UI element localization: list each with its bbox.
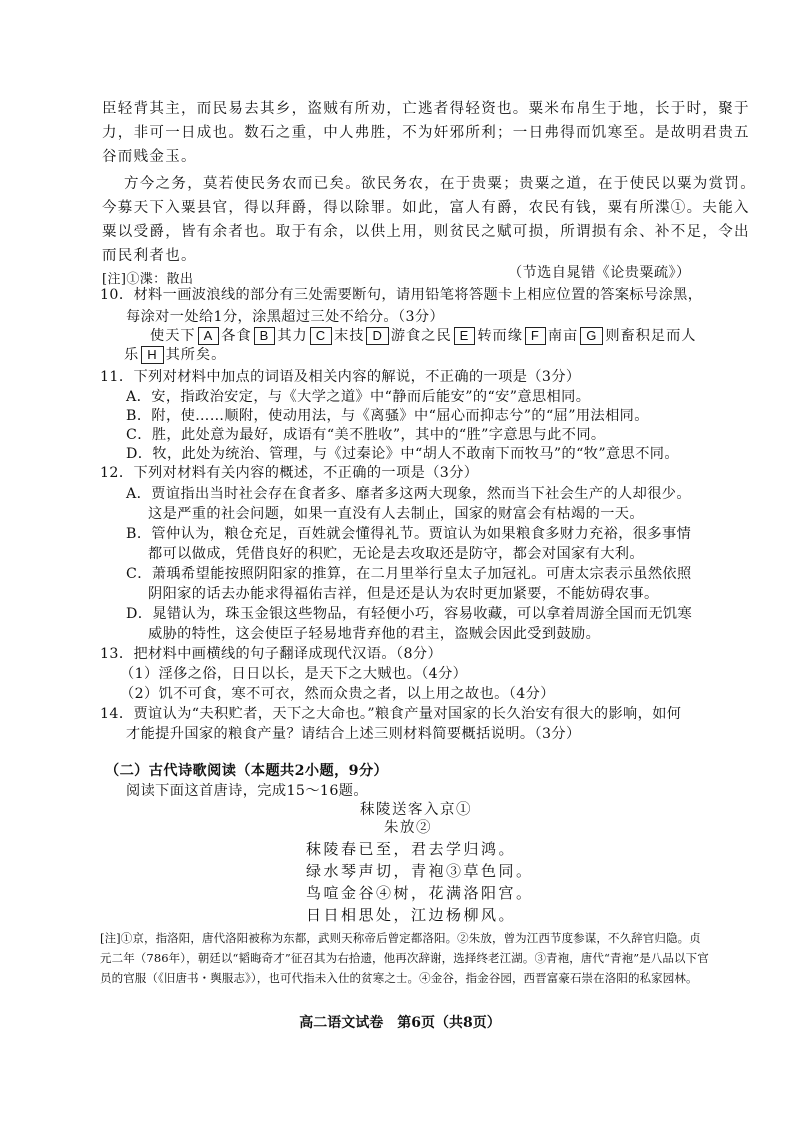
- q11-option-c[interactable]: C．胜，此处意为最好，成语有“美不胜收”，其中的“胜”字意思与此不同。: [126, 427, 606, 443]
- q10-segment: 末技: [334, 328, 365, 344]
- passage-source: （节选自晁错《论贵粟疏》）: [508, 265, 691, 281]
- q12-option-d-cont: 威胁的特性，这会使臣子轻易地背弃他的君主，盗贼会因此受到鼓励。: [148, 626, 601, 642]
- poem-line: 鸟喧金谷④树，花满洛阳宫。: [306, 884, 534, 902]
- q12-option-c-cont: 阴阳家的话去办能求得福佑吉祥，但是还是认为农时更加紧要，不能妨碍农事。: [148, 586, 659, 602]
- q11-option-d[interactable]: D．牧，此处为统治、管理，与《过秦论》中“胡人不敢南下而牧马”的“牧”意思不同。: [126, 446, 679, 462]
- q10-segment: 乐: [124, 347, 140, 363]
- q13-item-1: （1）淫侈之俗，日日以长，是天下之大贼也。（4分）: [120, 666, 468, 682]
- section-heading: （二）古代诗歌阅读（本题共2小题，9分）: [105, 763, 389, 779]
- q10-box-g[interactable]: G: [580, 327, 603, 345]
- q13-stem: 13．把材料中画横线的句子翻译成现代汉语。（8分）: [100, 646, 443, 662]
- q10-segment: 则畜积足而人: [605, 328, 697, 344]
- q10-stem-line1: 10．材料一画波浪线的部分有三处需要断句，请用铅笔将答题卡上相应位置的答案标号涂黑，: [100, 287, 703, 303]
- q12-option-b-cont: 都可以做成，凭借良好的积贮，无论是去攻取还是防守，都会对国家有大利。: [148, 546, 644, 562]
- page-footer: 高二语文试卷 第6页（共8页）: [299, 1015, 501, 1031]
- q12-option-d[interactable]: D．晁错认为，珠玉金银这些物品，有轻便小巧，容易收藏，可以拿着周游全国而无饥寒: [126, 606, 693, 622]
- passage-line: 粟以受爵，皆有余者也。取于有余，以供上用，则贫民之赋可损，所谓损有余、补不足，令出: [102, 224, 750, 240]
- poem-note-line: 元二年（786年），朝廷以“韬晦奇才”征召其为右拾遗，他再次辞谢，选择终老江湖。③青袍，唐代“青袍”是八品以下官: [100, 951, 709, 965]
- q12-option-c[interactable]: C．萧瑀希望能按照阴阳家的推算，在二月里举行皇太子加冠礼。可唐太宗表示虽然依照: [126, 566, 692, 582]
- q10-box-b[interactable]: B: [254, 327, 276, 345]
- q10-segment: 转而缘: [477, 328, 523, 344]
- q10-segment: 其所矣。: [165, 347, 227, 363]
- poem-line: 日日相思处，江边杨柳风。: [306, 906, 517, 924]
- q10-segment: 其力: [277, 328, 308, 344]
- passage-line: 臣轻背其主，而民易去其乡，盗贼有所劝，亡逃者得轻资也。粟米布帛生于地，长于时，聚于: [102, 101, 750, 117]
- q12-option-a[interactable]: A．贾谊指出当时社会存在食者多、靡者多这两大现象，然而当下社会生产的人却很少。: [126, 486, 691, 502]
- passage-note: [注]①渫：散出: [102, 272, 194, 287]
- q10-box-h[interactable]: H: [141, 346, 163, 364]
- passage-line: 今募天下入粟县官，得以拜爵，得以除罪。如此，富人有爵，农民有钱，粟有所渫①。夫能入: [102, 200, 750, 216]
- q12-stem: 12．下列对材料有关内容的概述，不正确的一项是（3分）: [100, 465, 479, 481]
- poem-line: 绿水琴声切，青袍③草色同。: [306, 862, 534, 880]
- q12-option-b[interactable]: B．管仲认为，粮仓充足，百姓就会懂得礼节。贾谊认为如果粮食多财力充裕，很多事情: [126, 526, 692, 542]
- q11-stem: 11．下列对材料中加点的词语及相关内容的解说，不正确的一项是（3分）: [100, 369, 581, 385]
- q12-option-a-cont: 这是严重的社会问题，如果一直没有人去制止，国家的财富会有枯竭的一天。: [148, 506, 644, 522]
- q11-option-b[interactable]: B．附，使……顺附，使动用法，与《离骚》中“屈心而抑志兮”的“屈”用法相同。: [126, 408, 649, 424]
- poem-line: 秣陵春已至，君去学归鸿。: [306, 840, 517, 858]
- q10-segment: 使天下: [150, 328, 196, 344]
- q14-stem-line1: 14．贾谊认为“夫积贮者，天下之大命也。”粮食产量对国家的长久治安有很大的影响，如何: [100, 706, 682, 722]
- q13-item-2: （2）饥不可食，寒不可衣，然而众贵之者，以上用之故也。（4分）: [120, 686, 555, 702]
- q10-segment: 南亩: [547, 328, 579, 344]
- q10-box-e[interactable]: E: [454, 327, 476, 345]
- poem-title: 秣陵送客入京①: [360, 802, 472, 818]
- q10-box-d[interactable]: D: [366, 327, 388, 345]
- q10-segment: 各食: [221, 328, 252, 344]
- q10-segment: 游食之民: [390, 328, 452, 344]
- passage-line: 方今之务，莫若使民务农而已矣。欲民务农，在于贵粟；贵粟之道，在于使民以粟为赏罚。: [124, 176, 756, 192]
- section-instruction: 阅读下面这首唐诗，完成15～16题。: [126, 783, 368, 799]
- q10-box-a[interactable]: A: [198, 327, 220, 345]
- passage-line: 谷而贱金玉。: [102, 149, 197, 165]
- poem-author: 朱放②: [384, 820, 432, 836]
- q14-stem-line2: 才能提升国家的粮食产量？请结合上述三则材料简要概括说明。（3分）: [126, 726, 581, 742]
- poem-note-line: [注]①京，指洛阳，唐代洛阳被称为东都，武则天称帝后曾定都洛阳。②朱放，曾为江西节度参谋，不久辞官归隐。贞: [100, 931, 701, 945]
- q10-box-f[interactable]: F: [525, 327, 546, 345]
- q10-stem-line2: 每涂对一处给1分，涂黑超过三处不给分。（3分）: [126, 309, 445, 325]
- poem-note-line: 员的官服（《旧唐书・舆服志》），也可代指未入仕的贫寒之士。④金谷，指金谷园，西晋富豪石崇在洛阳的私家园林。: [100, 971, 698, 985]
- q10-sentence-line1: [150, 325, 697, 345]
- q10-sentence-line2: [124, 344, 226, 364]
- passage-line: 而民利者也。: [102, 248, 197, 264]
- q10-box-c[interactable]: C: [310, 327, 332, 345]
- passage-line: 力，非可一日成也。数石之重，中人弗胜，不为奸邪所利；一日弗得而饥寒至。是故明君贵五: [102, 125, 750, 141]
- q11-option-a[interactable]: A．安，指政治安定，与《大学之道》中“静而后能安”的“安”意思相同。: [126, 389, 591, 405]
